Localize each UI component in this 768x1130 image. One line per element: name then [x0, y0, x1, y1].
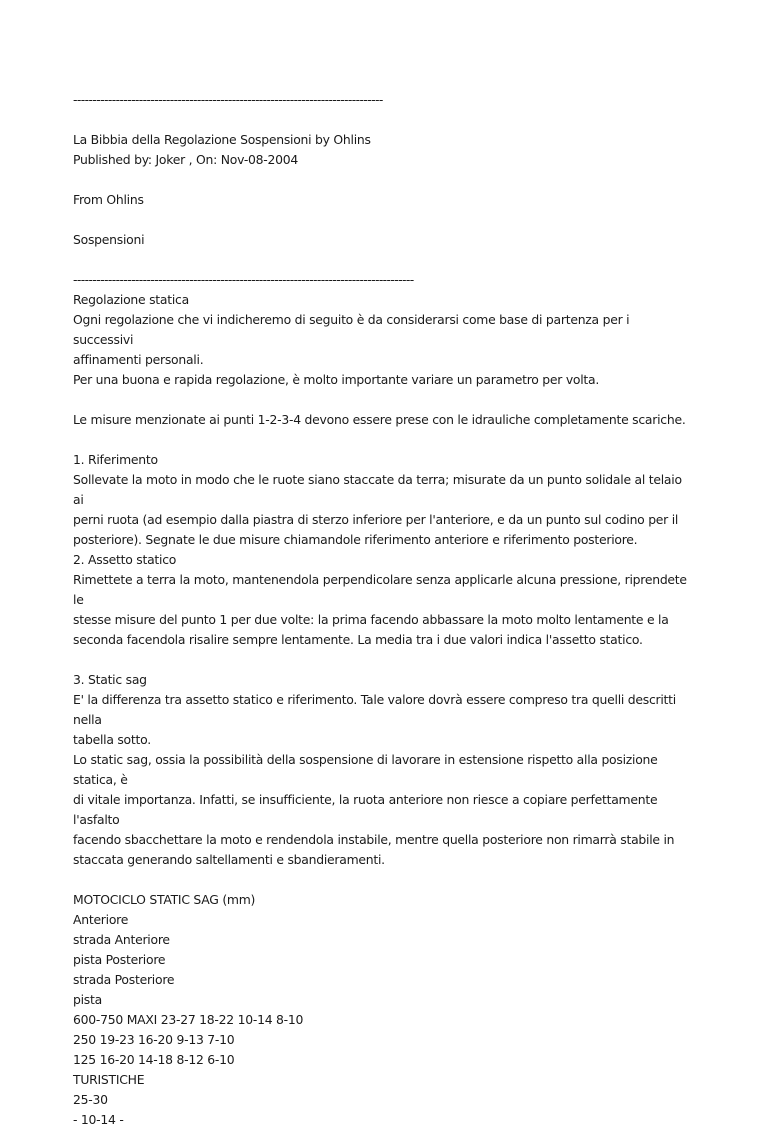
table-row: MOTOCICLO STATIC SAG (mm) [73, 892, 256, 907]
table-row: 125 16-20 14-18 8-12 6-10 [73, 1052, 235, 1067]
separator-top: -------------------------------------------------------------------------------- [73, 92, 383, 107]
step3-heading: 3. Static sag [73, 672, 147, 687]
step2-text-line: seconda facendola risalire sempre lentamente. La media tra i due valori indica l'assetto statico. [73, 632, 643, 647]
step3-text-line: tabella sotto. [73, 732, 151, 747]
intro-text-line: Ogni regolazione che vi indicheremo di seguito è da considerarsi come base di partenza per i successivi [73, 312, 633, 347]
separator-mid: ---------------------------------------------------------------------------------------- [73, 272, 414, 287]
step1-text-line: posteriore). Segnate le due misure chiamandole riferimento anteriore e riferimento posteriore. [73, 532, 638, 547]
step2-text-line: Rimettete a terra la moto, mantenendola perpendicolare senza applicarle alcuna pressione, riprendete le [73, 572, 691, 607]
intro-text-line: affinamenti personali. [73, 352, 204, 367]
table-row: 600-750 MAXI 23-27 18-22 10-14 8-10 [73, 1012, 304, 1027]
published-info: Published by: Joker , On: Nov-08-2004 [73, 152, 299, 167]
table-row: strada Anteriore [73, 932, 170, 947]
document-page [73, 90, 693, 1130]
step3-text-line: E' la differenza tra assetto statico e riferimento. Tale valore dovrà essere compreso tra quelli descritti nella [73, 692, 680, 727]
spacer [73, 650, 693, 670]
step1-heading: 1. Riferimento [73, 452, 158, 467]
step2-text-line: stesse misure del punto 1 per due volte: la prima facendo abbassare la moto molto lentamente e la [73, 612, 669, 627]
step3-text-line: Lo static sag, ossia la possibilità della sospensione di lavorare in estensione rispetto alla posizione statica, è [73, 752, 662, 787]
step2-heading: 2. Assetto statico [73, 552, 177, 567]
table-row: pista Posteriore [73, 952, 166, 967]
spacer [73, 430, 693, 450]
document-title: La Bibbia della Regolazione Sospensioni by Ohlins [73, 132, 371, 147]
intro-text-line: Le misure menzionate ai punti 1-2-3-4 devono essere prese con le idrauliche completamente scariche. [73, 412, 686, 427]
step1-text-line: perni ruota (ad esempio dalla piastra di sterzo inferiore per l'anteriore, e da un punto sul codino per il [73, 512, 679, 527]
step3-text-line: staccata generando saltellamenti e sbandieramenti. [73, 852, 385, 867]
table-row: strada Posteriore [73, 972, 175, 987]
step1-text-line: Sollevate la moto in modo che le ruote siano staccate da terra; misurate da un punto solidale al telaio ai [73, 472, 686, 507]
source-line: From Ohlins [73, 192, 144, 207]
table-row: 25-30 [73, 1092, 108, 1107]
table-row: pista [73, 992, 102, 1007]
spacer [73, 870, 693, 890]
section-title: Sospensioni [73, 232, 145, 247]
spacer [73, 390, 693, 410]
spacer [73, 250, 693, 270]
spacer [73, 110, 693, 130]
intro-heading: Regolazione statica [73, 292, 189, 307]
spacer [73, 170, 693, 190]
table-row: 250 19-23 16-20 9-13 7-10 [73, 1032, 235, 1047]
table-row: TURISTICHE [73, 1072, 145, 1087]
intro-text-line: Per una buona e rapida regolazione, è molto importante variare un parametro per volta. [73, 372, 600, 387]
table-row: Anteriore [73, 912, 129, 927]
table-row: - 10-14 - [73, 1112, 124, 1127]
spacer [73, 210, 693, 230]
step3-text-line: facendo sbacchettare la moto e rendendola instabile, mentre quella posteriore non rimarrà stabile in [73, 832, 675, 847]
step3-text-line: di vitale importanza. Infatti, se insufficiente, la ruota anteriore non riesce a copiare perfettamente l'asfalto [73, 792, 662, 827]
